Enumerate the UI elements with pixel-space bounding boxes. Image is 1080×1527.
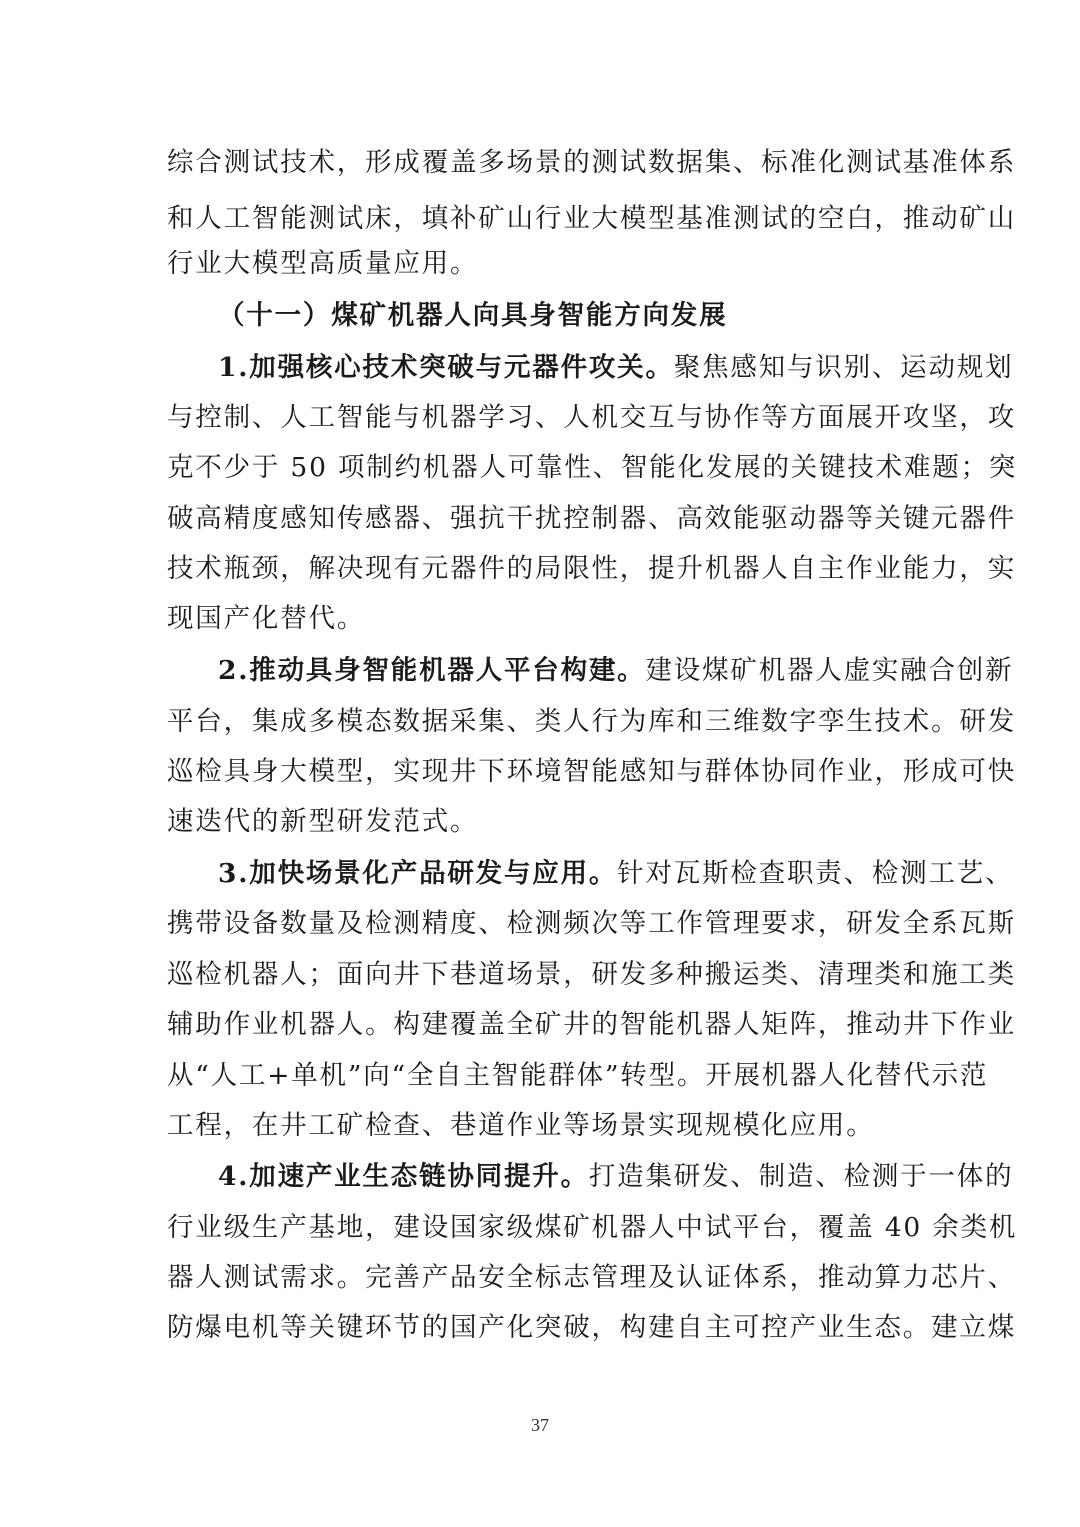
body-text-line: 防爆电机等关键环节的国产化突破，构建自主可控产业生态。建立煤: [167, 1312, 1016, 1343]
body-text-line: 克不少于 50 项制约机器人可靠性、智能化发展的关键技术难题；突: [167, 452, 1018, 483]
paragraph-first-line: [218, 348, 1013, 388]
body-text-line: 和人工智能测试床，填补矿山行业大模型基准测试的空白，推动矿山: [167, 203, 1016, 234]
paragraph-heading: 4.加速产业生态链协同提升。: [218, 1161, 589, 1192]
paragraph-first-line: [218, 854, 1013, 894]
body-text-line: 技术瓶颈，解决现有元器件的局限性，提升机器人自主作业能力，实: [167, 553, 1016, 584]
body-text-line: 从“人工+单机”向“全自主智能群体”转型。开展机器人化替代示范: [167, 1060, 989, 1091]
body-text-line: 行业级生产基地，建设国家级煤矿机器人中试平台，覆盖 40 余类机: [167, 1212, 1018, 1243]
body-text-line: 破高精度感知传感器、强抗干扰控制器、高效能驱动器等关键元器件: [167, 503, 1016, 534]
body-text-line: 平台，集成多模态数据采集、类人行为库和三维数字孪生技术。研发: [167, 706, 1016, 737]
paragraph-heading: 3.加快场景化产品研发与应用。: [218, 858, 618, 889]
body-text-line: 辅助作业机器人。构建覆盖全矿井的智能机器人矩阵，推动井下作业: [167, 1009, 1016, 1040]
paragraph-heading: 2.推动具身智能机器人平台构建。: [218, 655, 646, 686]
paragraph-lead-text: 打造集研发、制造、检测于一体的: [588, 1161, 1014, 1192]
body-text-line: 巡检具身大模型，实现井下环境智能感知与群体协同作业，形成可快: [167, 756, 1016, 787]
body-text-line: 携带设备数量及检测精度、检测频次等工作管理要求，研发全系瓦斯: [167, 908, 1016, 939]
paragraph-lead-text: 针对瓦斯检查职责、检测工艺、: [617, 858, 1014, 889]
body-text-line: 巡检机器人；面向井下巷道场景，研发多种搬运类、清理类和施工类: [167, 959, 1016, 990]
body-text-line: 现国产化替代。: [167, 603, 366, 634]
body-text-line: 与控制、人工智能与机器学习、人机交互与协作等方面展开攻坚，攻: [167, 402, 1016, 433]
paragraph-first-line: [218, 651, 1013, 691]
body-text-line: 速迭代的新型研发范式。: [167, 806, 479, 837]
section-heading: （十一）煤矿机器人向具身智能方向发展: [218, 300, 728, 331]
page-number: 37: [531, 1415, 549, 1435]
paragraph-heading: 1.加强核心技术突破与元器件攻关。: [218, 352, 674, 383]
body-text-line: 器人测试需求。完善产品安全标志管理及认证体系，推动算力芯片、: [167, 1262, 1016, 1293]
body-text-line: 行业大模型高质量应用。: [167, 248, 479, 279]
paragraph-lead-text: 聚焦感知与识别、运动规划: [673, 352, 1014, 383]
paragraph-lead-text: 建设煤矿机器人虚实融合创新: [645, 655, 1014, 686]
paragraph-first-line: [218, 1157, 1013, 1197]
body-text-line: 综合测试技术，形成覆盖多场景的测试数据集、标准化测试基准体系: [167, 147, 1016, 178]
body-text-line: 工程，在井工矿检查、巷道作业等场景实现规模化应用。: [167, 1110, 875, 1141]
